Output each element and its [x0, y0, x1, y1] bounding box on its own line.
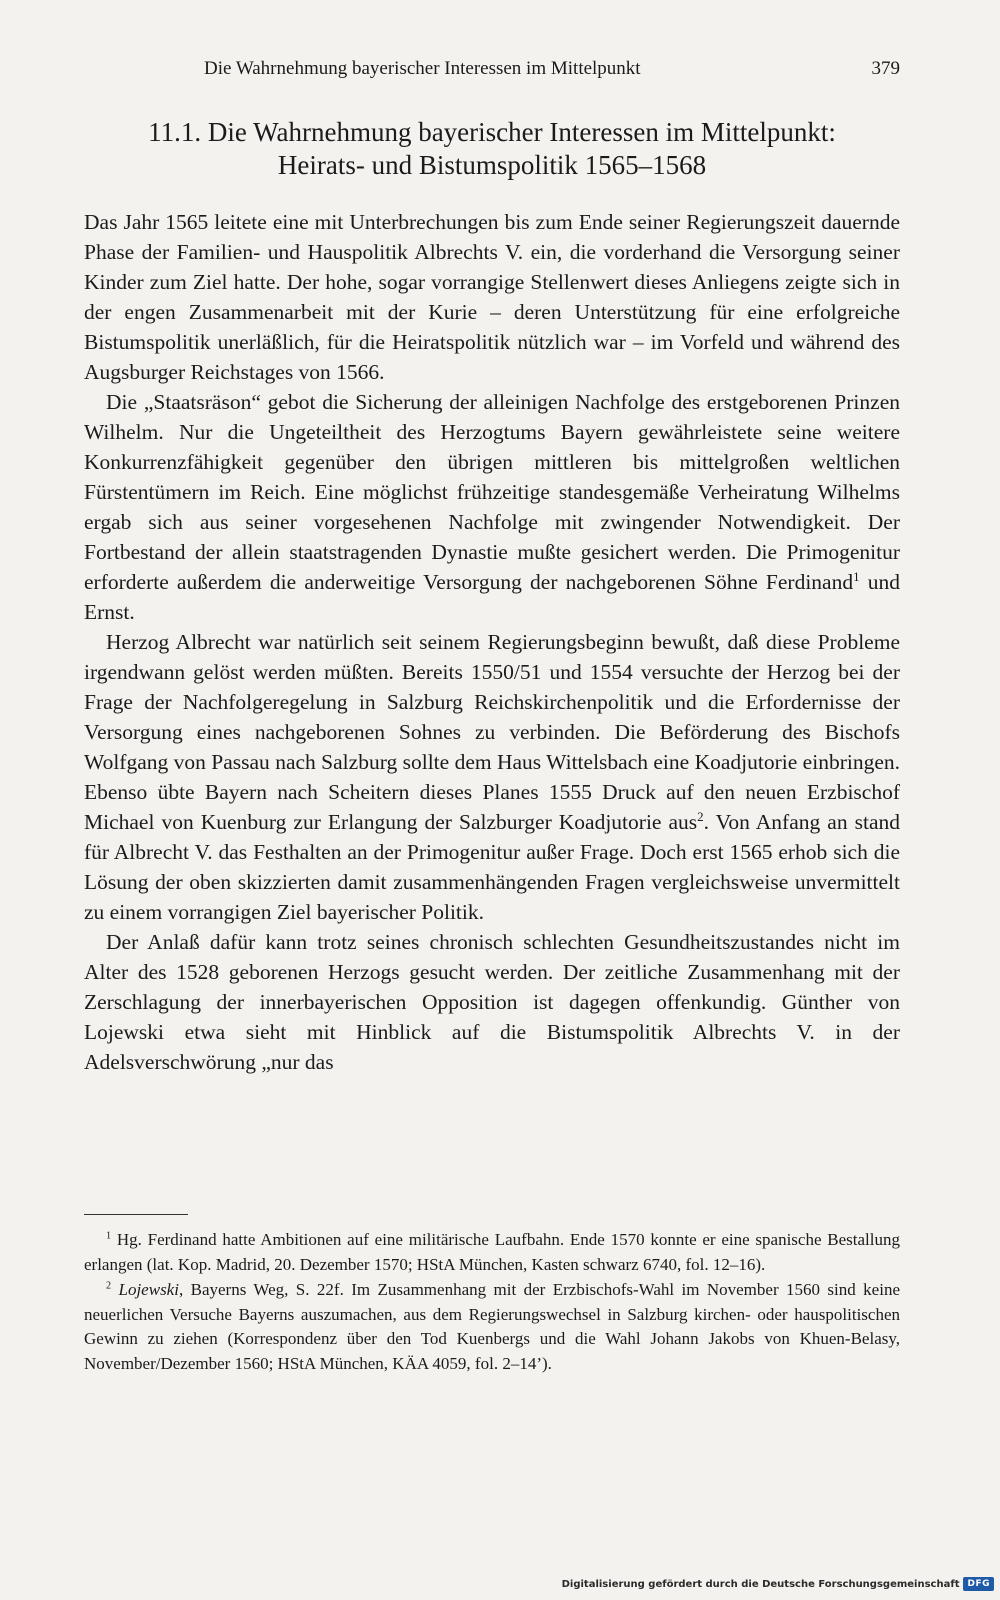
paragraph-4: Der Anlaß dafür kann trotz seines chronisch schlechten Gesundheitszustandes nicht im Alter des 1528 geborenen Herzogs gesucht werden. Der zeitliche Zusammenhang mit der Zerschlagung der innerbayerischen Opposition ist dagegen offenkundig. Günther von Lojewski etwa sieht mit Hinblick auf die Bistumspolitik Albrechts V. in der Adelsverschwörung „nur das — [84, 930, 900, 1074]
paragraph-1: Das Jahr 1565 leitete eine mit Unterbrechungen bis zum Ende seiner Regierungszeit dauernde Phase der Familien- und Hauspolitik Albrechts V. ein, die vorderhand die Versorgung seiner Kinder zum Ziel hatte. Der hohe, sogar vorrangige Stellenwert dieses Anliegens zeigte sich in der engen Zusammenarbeit mit der Kurie – deren Unterstützung für eine erfolgreiche Bistumspolitik unerläßlich, für die Heiratspolitik nützlich war – im Vorfeld und während des Augsburger Reichstages von 1566. — [84, 210, 900, 384]
paragraph-3 — [84, 627, 900, 927]
footnote-ref-1[interactable]: 1 — [853, 569, 860, 584]
section-heading-line-1: 11.1. Die Wahrnehmung bayerischer Interessen im Mittelpunkt: — [148, 117, 836, 147]
footnote-1-number: 1 — [106, 1230, 112, 1242]
body-text — [84, 207, 900, 1077]
footnote-2 — [84, 1278, 900, 1376]
digitization-credit-text: Digitalisierung gefördert durch die Deutsche Forschungsgemeinschaft — [561, 1578, 960, 1590]
footnote-1-text: Hg. Ferdinand hatte Ambitionen auf eine militärische Laufbahn. Ende 1570 konnte er eine spanische Bestallung erlangen (lat. Kop. Madrid, 20. Dezember 1570; HStA München, Kasten schwarz 6740, fol. 12–16). — [84, 1230, 900, 1274]
paragraph-3-text-b: . Von Anfang an stand für Albrecht V. das Festhalten an der Primogenitur außer Frage. Doch erst 1565 erhob sich die Lösung der oben skizzierten damit zusammenhängenden Fragen vergleichsweise unvermittelt zu einem vorrangigen Ziel bayerischer Politik. — [84, 810, 900, 924]
running-head-title: Die Wahrnehmung bayerischer Interessen im Mittelpunkt — [204, 58, 641, 79]
page-number: 379 — [871, 58, 900, 79]
paragraph-2-text-a: Die „Staatsräson“ gebot die Sicherung der alleinigen Nachfolge des erstgeborenen Prinzen Wilhelm. Nur die Ungeteiltheit des Herzogtums Bayern gewährleistete seine weitere Konkurrenzfähigkeit gegenüber den übrigen mittleren bis mittelgroßen weltlichen Fürstentümern im Reich. Eine möglichst frühzeitige standesgemäße Verheiratung Wilhelms ergab sich aus seiner vorgesehenen Nachfolge mit zwingender Notwendigkeit. Der Fortbestand der allein staatstragenden Dynastie mußte gesichert werden. Die Primogenitur erforderte außerdem die anderweitige Versorgung der nachgeborenen Söhne Ferdinand — [84, 390, 900, 594]
paragraph-2 — [84, 387, 900, 627]
footnote-ref-2[interactable]: 2 — [697, 809, 704, 824]
footnote-2-number: 2 — [106, 1280, 112, 1292]
footnote-2-author: Lojewski — [111, 1280, 179, 1299]
footnotes — [84, 1228, 900, 1377]
footnote-2-text: , Bayerns Weg, S. 22f. Im Zusammenhang mit der Erzbischofs-Wahl im November 1560 sind keine neuerlichen Versuche Bayerns auszumachen, aus dem Regierungswechsel in Salzburg kirchen- oder hauspolitischen Gewinn zu ziehen (Korrespondenz über den Tod Kuenbergs und die Wahl Johann Jakobs von Khuen-Belasy, November/Dezember 1560; HStA München, KÄA 4059, fol. 2–14’). — [84, 1280, 900, 1373]
dfg-logo-icon: DFG — [963, 1577, 994, 1591]
section-heading — [84, 116, 900, 182]
running-head — [84, 58, 900, 88]
digitization-credit — [562, 1574, 994, 1594]
footnote-divider — [84, 1214, 188, 1215]
paragraph-3-text-a: Herzog Albrecht war natürlich seit seinem Regierungsbeginn bewußt, daß diese Probleme irgendwann gelöst werden müßten. Bereits 1550/51 und 1554 versuchte der Herzog bei der Frage der Nachfolgeregelung in Salzburg Reichskirchenpolitik und die Erfordernisse der Versorgung eines nachgeborenen Sohnes zu verbinden. Die Beförderung des Bischofs Wolfgang von Passau nach Salzburg sollte dem Haus Wittelsbach eine Koadjutorie einbringen. Ebenso übte Bayern nach Scheitern dieses Planes 1555 Druck auf den neuen Erzbischof Michael von Kuenburg zur Erlangung der Salzburger Koadjutorie aus — [84, 630, 900, 834]
section-heading-line-2: Heirats- und Bistumspolitik 1565–1568 — [277, 150, 707, 180]
footnote-1 — [84, 1228, 900, 1277]
paragraph-2-text-b: und Ernst. — [84, 570, 900, 624]
